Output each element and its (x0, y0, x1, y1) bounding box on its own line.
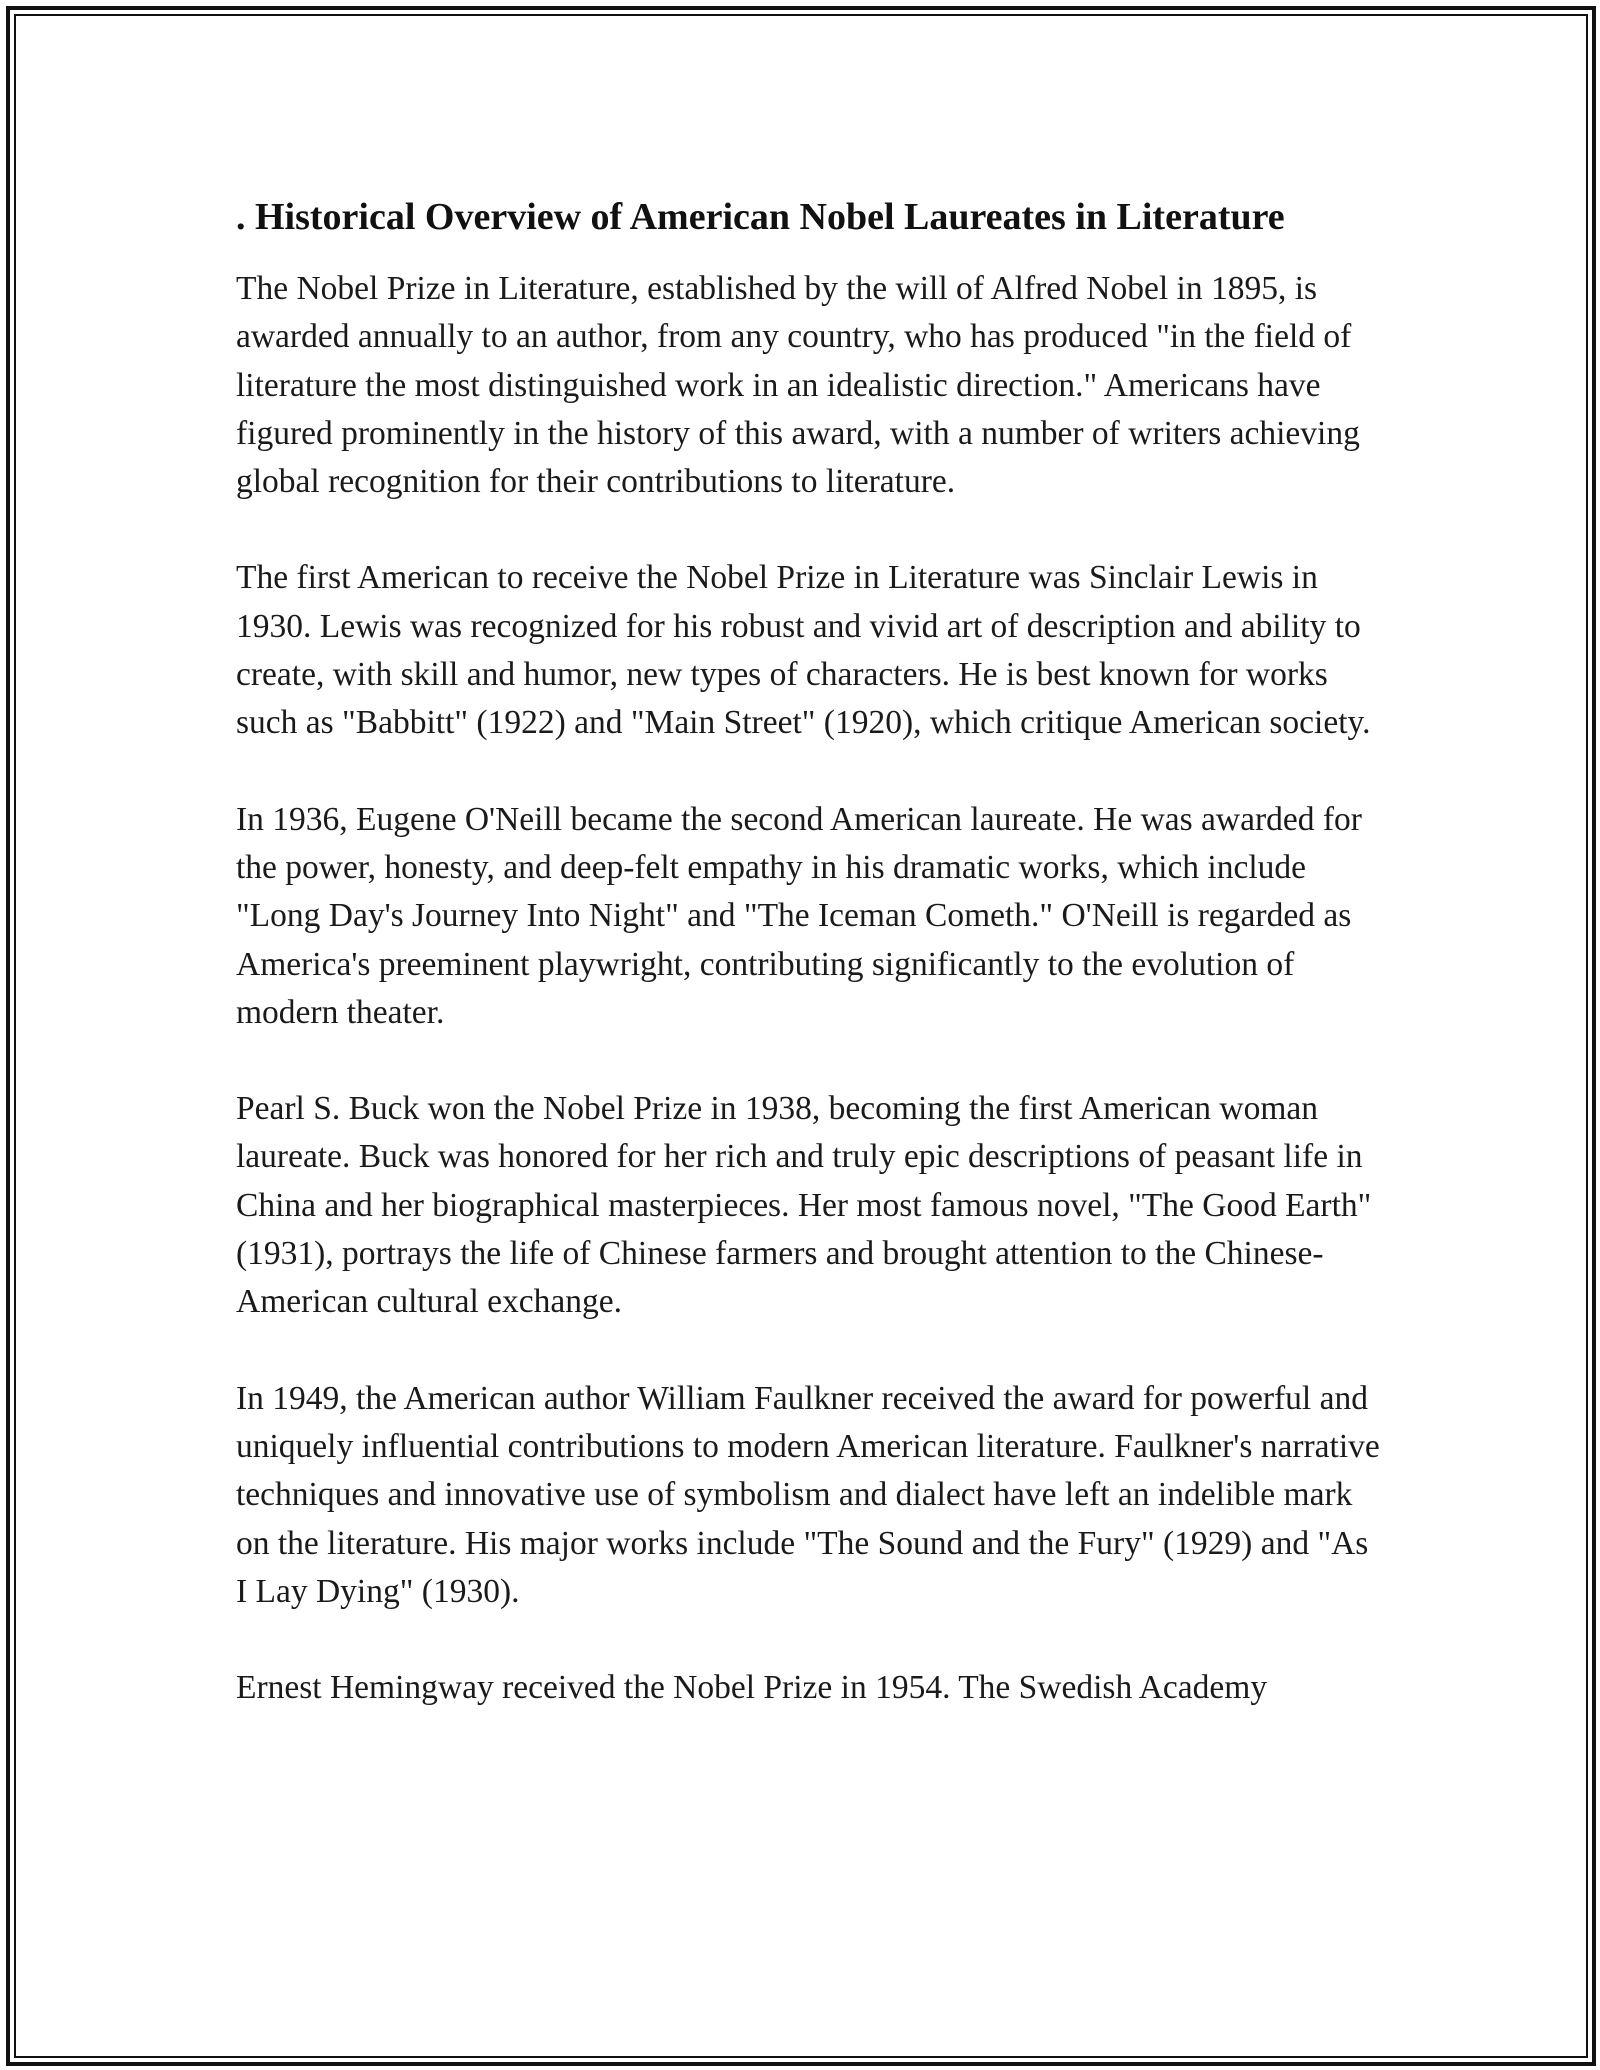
document-body (236, 190, 1386, 1712)
paragraph-ernest-hemingway: Ernest Hemingway received the Nobel Prize in 1954. The Swedish Academy (236, 1669, 1268, 1707)
paragraph-sinclair-lewis: The first American to receive the Nobel Prize in Literature was Sinclair Lewis in 1930. Lewis was recognized for his robust and vivid art of description and ability to create, with skill and humor, new types of characters. He is best known for works such as "Babbitt" (1922) and "Main Street" (1920), which critique American society. (236, 559, 1371, 742)
paragraph-william-faulkner: In 1949, the American author William Faulkner received the award for powerful and uniquely influential contributions to modern American literature. Faulkner's narrative techniques and innovative use of symbolism and dialect have left an indelible mark on the literature. His major works include "The Sound and the Fury" (1929) and "As I Lay Dying" (1930). (236, 1379, 1380, 1610)
paragraph-intro: The Nobel Prize in Literature, established by the will of Alfred Nobel in 1895, is awarded annually to an author, from any country, who has produced "in the field of literature the most distinguished work in an idealistic direction." Americans have figured prominently in the history of this award, with a number of writers achieving global recognition for their contributions to literature. (236, 270, 1360, 501)
section-heading: . Historical Overview of American Nobel Laureates in Literature (236, 196, 1285, 238)
paragraph-eugene-oneill: In 1936, Eugene O'Neill became the second American laureate. He was awarded for the power, honesty, and deep-felt empathy in his dramatic works, which include "Long Day's Journey Into Night" and "The Iceman Cometh." O'Neill is regarded as America's preeminent playwright, contributing significantly to the evolution of modern theater. (236, 800, 1362, 1031)
paragraph-pearl-buck: Pearl S. Buck won the Nobel Prize in 1938, becoming the first American woman laureate. Buck was honored for her rich and truly epic descriptions of peasant life in China and her biographical masterpieces. Her most famous novel, "The Good Earth" (1931), portrays the life of Chinese farmers and brought attention to the Chinese-American cultural exchange. (236, 1090, 1372, 1321)
